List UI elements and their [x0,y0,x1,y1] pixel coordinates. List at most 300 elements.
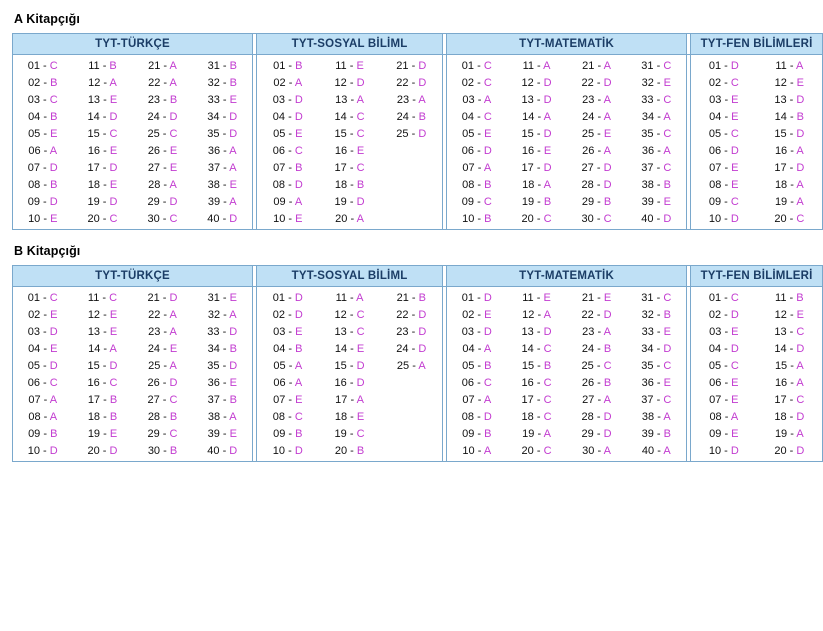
answer-letter: D [49,360,58,372]
answer-letter: C [356,326,365,338]
dash-separator: - [721,60,731,72]
question-number: 22 [581,77,594,89]
question-number: 35 [207,360,220,372]
question-number: 19 [87,196,100,208]
answer-letter: D [169,111,178,123]
dash-separator: - [786,343,797,355]
answer-cell [133,287,193,307]
answer-cell [691,75,757,92]
table-row [13,55,823,75]
answer-cell [13,126,73,143]
answer-letter: D [294,179,303,191]
dash-separator: - [409,360,419,372]
question-number: 17 [774,394,787,406]
answer-cell [691,160,757,177]
question-number: 14 [774,343,787,355]
dash-separator: - [285,326,296,338]
question-number: 15 [521,360,535,372]
answer-letter: C [294,411,303,423]
dash-separator: - [653,343,664,355]
question-number: 06 [273,377,286,389]
answer-letter: B [109,60,117,72]
question-number: 11 [775,292,787,304]
answer-letter: A [294,77,303,89]
question-number: 04 [273,343,286,355]
answer-letter: B [50,428,58,440]
answer-cell [13,307,73,324]
dash-separator: - [160,445,170,457]
dash-separator: - [408,309,419,321]
answer-cell [133,341,193,358]
question-number: 06 [709,377,722,389]
question-number: 03 [27,94,40,106]
question-number: 23 [396,326,409,338]
question-number: 01 [27,60,40,72]
question-number: 20 [521,445,534,457]
answer-cell [691,211,757,230]
answer-cell [319,375,381,392]
question-number: 23 [148,326,161,338]
answer-cell [193,324,253,341]
question-number: 07 [462,162,475,174]
dash-separator: - [40,445,50,457]
answer-cell [381,426,443,443]
dash-separator: - [474,377,484,389]
question-number: 34 [207,111,220,123]
answer-cell [447,341,507,358]
answer-cell [257,143,319,160]
answer-letter: A [294,377,303,389]
dash-separator: - [100,179,110,191]
question-number: 32 [641,309,654,321]
answer-cell [73,92,133,109]
question-number: 09 [27,196,40,208]
dash-separator: - [285,411,295,423]
answer-cell [757,358,823,375]
answer-cell [627,194,687,211]
dash-separator: - [220,162,230,174]
question-number: 33 [641,326,654,338]
answer-letter: C [543,213,552,225]
answer-cell [133,324,193,341]
dash-separator: - [219,128,230,140]
answer-letter: D [109,196,118,208]
answer-cell [257,426,319,443]
dash-separator: - [408,128,419,140]
answer-letter: E [169,145,178,157]
answer-letter: A [603,94,611,106]
question-number: 19 [334,196,347,208]
dash-separator: - [534,179,544,191]
dash-separator: - [593,162,604,174]
answer-letter: C [663,128,672,140]
dash-separator: - [474,428,485,440]
question-number: 19 [521,196,535,208]
dash-separator: - [219,394,230,406]
dash-separator: - [594,128,604,140]
dash-separator: - [40,162,50,174]
dash-separator: - [160,77,170,89]
dash-separator: - [787,145,797,157]
dash-separator: - [347,343,357,355]
answer-letter: D [730,309,739,321]
dash-separator: - [653,377,664,389]
answer-cell [757,287,823,307]
answer-cell [257,324,319,341]
dash-separator: - [534,360,544,372]
dash-separator: - [653,394,664,406]
question-number: 12 [87,309,101,321]
answer-letter: C [543,394,552,406]
answer-letter: C [730,77,739,89]
answer-cell [13,341,73,358]
answer-cell [133,109,193,126]
section-header: TYT-TÜRKÇE [13,266,253,287]
dash-separator: - [160,94,170,106]
question-number: 38 [641,411,655,423]
answer-letter: A [663,111,671,123]
question-number: 13 [87,326,101,338]
question-number: 20 [87,213,100,225]
answer-letter: E [295,213,303,225]
answer-cell [193,92,253,109]
answer-letter: C [663,292,672,304]
answer-cell [757,160,823,177]
dash-separator: - [653,179,664,191]
question-number: 12 [334,77,347,89]
answer-cell [567,177,627,194]
dash-separator: - [346,360,357,372]
answer-letter: D [603,162,612,174]
answer-cell [627,324,687,341]
answer-cell [447,55,507,75]
answer-cell [447,160,507,177]
question-number: 13 [521,94,534,106]
answer-cell [133,426,193,443]
question-number: 37 [207,162,221,174]
dash-separator: - [285,309,295,321]
dash-separator: - [160,162,170,174]
answer-cell [381,109,443,126]
answer-letter: B [603,196,612,208]
dash-separator: - [219,428,230,440]
answer-cell [567,287,627,307]
question-number: 08 [462,179,475,191]
question-number: 01 [461,60,475,72]
dash-separator: - [721,111,732,123]
dash-separator: - [786,309,797,321]
dash-separator: - [786,60,796,72]
answer-cell [193,126,253,143]
answer-letter: D [543,77,552,89]
answer-letter: D [418,77,427,89]
dash-separator: - [409,94,419,106]
question-number: 05 [28,128,41,140]
answer-cell [691,409,757,426]
answer-letter: E [169,343,178,355]
answer-cell [257,443,319,462]
dash-separator: - [160,360,170,372]
question-number: 16 [334,145,348,157]
answer-letter: E [109,326,118,338]
answer-letter: E [109,309,118,321]
dash-separator: - [99,60,110,72]
answer-cell [133,194,193,211]
question-number: 06 [708,145,722,157]
answer-letter: D [418,60,427,72]
table-header-row [13,34,823,55]
question-number: 09 [273,196,286,208]
dash-separator: - [347,394,357,406]
answer-cell [133,409,193,426]
question-number: 37 [641,394,654,406]
dash-separator: - [594,60,604,72]
question-number: 38 [207,179,220,191]
answer-cell [691,177,757,194]
dash-separator: - [787,428,797,440]
dash-separator: - [786,394,797,406]
answer-cell [13,287,73,307]
question-number: 15 [334,360,347,372]
question-number: 40 [207,213,220,225]
answer-letter: C [169,394,178,406]
dash-separator: - [285,162,296,174]
answer-cell [567,426,627,443]
answer-letter: E [295,128,303,140]
question-number: 13 [87,94,101,106]
answer-letter: A [603,145,611,157]
question-number: 18 [521,411,534,423]
answer-letter: E [731,94,739,106]
question-number: 36 [207,377,220,389]
answer-letter: A [49,145,58,157]
question-number: 05 [708,128,722,140]
dash-separator: - [40,360,50,372]
dash-separator: - [408,292,419,304]
answer-cell [319,211,381,230]
table-row [13,287,823,307]
question-number: 02 [28,77,41,89]
answer-cell [257,75,319,92]
answer-letter: C [49,60,58,72]
dash-separator: - [40,128,51,140]
answer-cell [447,358,507,375]
question-number: 03 [709,94,722,106]
question-number: 16 [87,377,100,389]
question-number: 05 [708,360,722,372]
table-row [13,211,823,230]
answer-cell [257,126,319,143]
dash-separator: - [99,377,110,389]
answer-letter: E [731,162,739,174]
answer-letter: C [49,377,58,389]
dash-separator: - [786,411,797,423]
answer-letter: A [796,196,804,208]
answer-cell [627,177,687,194]
dash-separator: - [40,377,50,389]
answer-cell [627,443,687,462]
dash-separator: - [787,377,797,389]
dash-separator: - [594,111,604,123]
answer-cell [319,177,381,194]
table-row [13,358,823,375]
answer-cell [691,92,757,109]
question-number: 40 [207,445,220,457]
answer-cell [319,392,381,409]
dash-separator: - [160,179,170,191]
question-number: 12 [88,77,101,89]
dash-separator: - [654,145,664,157]
answer-letter: E [484,309,492,321]
answer-cell [507,75,567,92]
answer-cell [319,126,381,143]
question-number: 10 [708,445,722,457]
answer-cell [627,126,687,143]
question-number: 10 [273,213,286,225]
answer-cell [757,392,823,409]
answer-cell [627,143,687,160]
answer-cell [193,75,253,92]
answer-letter: D [796,445,805,457]
answer-letter: E [663,196,671,208]
question-number: 10 [462,445,475,457]
question-number: 17 [334,162,347,174]
answer-letter: E [229,179,237,191]
question-number: 04 [28,111,41,123]
answer-letter: D [418,343,427,355]
dash-separator: - [99,292,110,304]
answer-letter: B [484,179,492,191]
question-number: 12 [334,309,347,321]
answer-letter: E [295,326,303,338]
answer-cell [13,143,73,160]
answer-letter: D [730,445,739,457]
answer-letter: D [229,445,238,457]
question-number: 40 [641,445,655,457]
answer-cell [691,55,757,75]
question-number: 17 [774,162,787,174]
section-header: TYT-SOSYAL BİLİML [257,266,443,287]
answer-cell [13,443,73,462]
answer-cell [627,92,687,109]
answer-letter: E [663,77,671,89]
question-number: 30 [581,213,594,225]
dash-separator: - [594,377,604,389]
dash-separator: - [474,145,484,157]
answer-letter: D [356,77,365,89]
dash-separator: - [100,77,110,89]
question-number: 02 [273,77,286,89]
answer-letter: D [663,213,672,225]
answer-cell [691,287,757,307]
dash-separator: - [219,213,230,225]
answer-cell [133,392,193,409]
answer-letter: A [543,179,551,191]
question-number: 25 [396,360,410,372]
answer-key-table [12,265,823,462]
answer-letter: A [663,411,671,423]
answer-cell [381,194,443,211]
answer-cell [691,126,757,143]
dash-separator: - [474,179,485,191]
booklet-block [12,12,813,230]
answer-letter: D [49,326,58,338]
dash-separator: - [653,94,664,106]
answer-letter: C [796,394,805,406]
answer-letter: D [294,309,303,321]
answer-cell [507,160,567,177]
dash-separator: - [721,445,731,457]
dash-separator: - [653,309,664,321]
answer-cell [319,287,381,307]
question-number: 21 [581,292,595,304]
dash-separator: - [219,292,230,304]
answer-letter: D [294,445,303,457]
dash-separator: - [593,411,604,423]
answer-letter: B [295,60,303,72]
dash-separator: - [474,309,485,321]
question-number: 02 [462,309,475,321]
answer-cell [13,211,73,230]
answer-cell [381,55,443,75]
question-number: 04 [709,111,722,123]
dash-separator: - [220,145,230,157]
answer-letter: D [356,196,365,208]
dash-separator: - [100,145,110,157]
question-number: 16 [521,377,534,389]
answer-letter: C [483,196,492,208]
question-number: 14 [87,111,100,123]
dash-separator: - [347,411,357,423]
question-number: 32 [641,77,654,89]
answer-letter: D [543,128,552,140]
dash-separator: - [159,428,170,440]
question-number: 17 [87,162,100,174]
answer-cell [567,409,627,426]
dash-separator: - [594,94,604,106]
dash-separator: - [285,428,296,440]
dash-separator: - [593,428,604,440]
answer-cell [691,443,757,462]
dash-separator: - [594,292,604,304]
question-number: 29 [581,196,595,208]
answer-cell [319,160,381,177]
dash-separator: - [159,111,170,123]
question-number: 26 [582,145,595,157]
question-number: 38 [207,411,221,423]
dash-separator: - [346,77,357,89]
answer-letter: C [603,213,612,225]
dash-separator: - [285,213,296,225]
dash-separator: - [721,94,732,106]
answer-cell [133,75,193,92]
answer-cell [13,358,73,375]
answer-cell [257,55,319,75]
answer-letter: E [356,411,365,423]
answer-letter: B [484,428,492,440]
answer-letter: D [730,145,739,157]
answer-letter: D [294,94,303,106]
question-number: 28 [147,411,161,423]
dash-separator: - [593,77,604,89]
answer-cell [447,92,507,109]
question-number: 11 [522,292,534,304]
answer-cell [507,143,567,160]
answer-letter: A [169,60,177,72]
dash-separator: - [787,196,797,208]
answer-cell [507,409,567,426]
answer-cell [627,55,687,75]
